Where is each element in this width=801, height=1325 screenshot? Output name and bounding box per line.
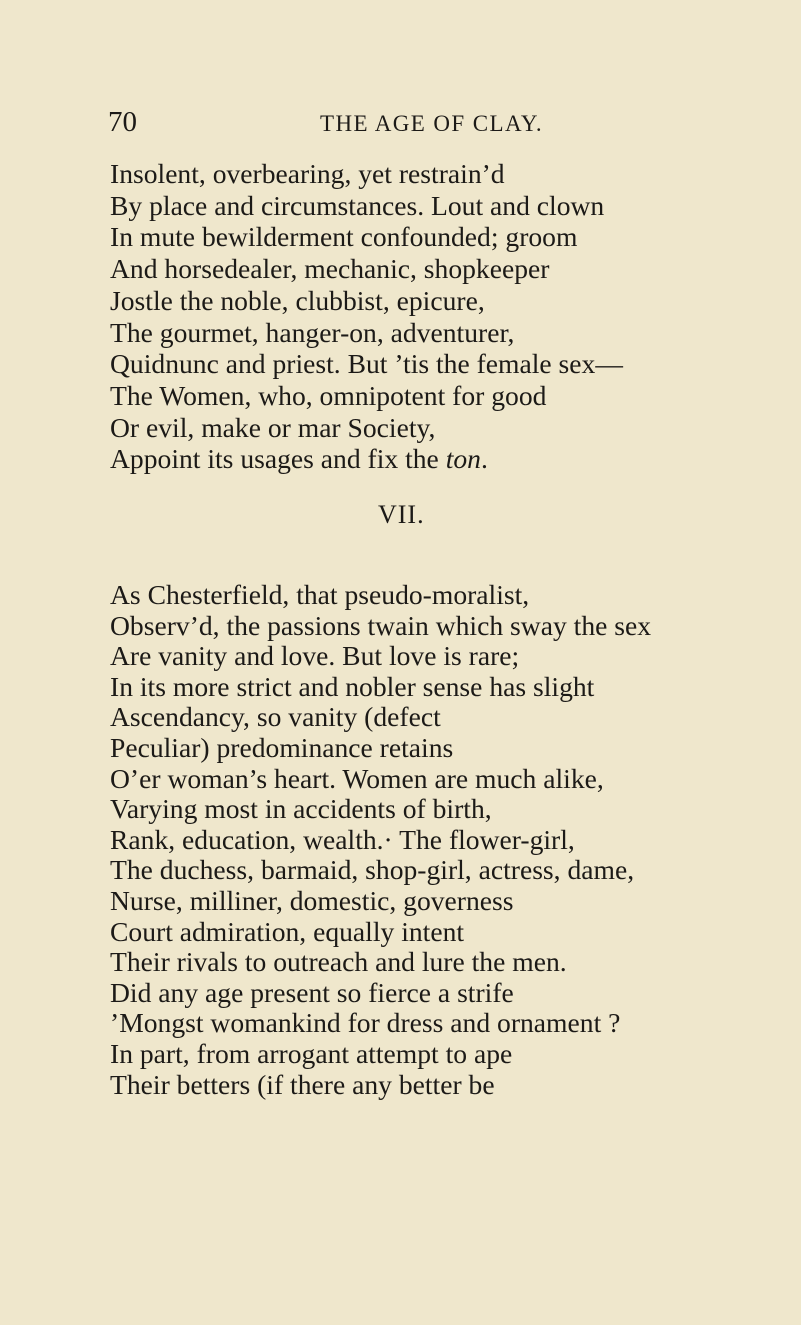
verse-line: The duchess, barmaid, shop-girl, actress, dame, bbox=[110, 854, 635, 886]
verse-line: Did any age present so fierce a strife bbox=[110, 976, 514, 1008]
verse-line: Jostle the noble, clubbist, epicure, bbox=[110, 284, 485, 316]
verse-line: Or evil, make or mar Society, bbox=[110, 411, 436, 443]
verse-line: Ascendancy, so vanity (defect bbox=[110, 701, 441, 733]
verse-line: Quidnunc and priest. But ’tis the female sex— bbox=[110, 348, 623, 380]
running-title: THE AGE OF CLAY. bbox=[320, 111, 544, 136]
verse-line-last bbox=[110, 443, 623, 475]
verse-line: And horsedealer, mechanic, shopkeeper bbox=[110, 253, 550, 285]
verse-line: Insolent, overbearing, yet restrain’d bbox=[110, 158, 505, 189]
verse-punctuation: . bbox=[480, 443, 488, 475]
verse-line: O’er woman’s heart. Women are much alike, bbox=[110, 762, 604, 794]
italic-word: ton bbox=[445, 443, 481, 475]
verse-line: Nurse, milliner, domestic, governess bbox=[110, 884, 514, 916]
verse-line: Are vanity and love. But love is rare; bbox=[110, 640, 520, 672]
verse-line: By place and circumstances. Lout and clown bbox=[110, 189, 605, 221]
verse-text: Appoint its usages and fix the bbox=[110, 443, 446, 475]
verse-line: ’Mongst womankind for dress and ornament ? bbox=[110, 1007, 621, 1039]
verse-line: Observ’d, the passions twain which sway the sex bbox=[110, 609, 652, 641]
verse-line: In mute bewilderment confounded; groom bbox=[110, 221, 578, 253]
verse-line: Peculiar) predominance retains bbox=[110, 731, 454, 763]
verse-line: The Women, who, omnipotent for good bbox=[110, 379, 547, 411]
page-header bbox=[108, 104, 798, 140]
verse-line: Their betters (if there any better be bbox=[110, 1068, 495, 1100]
page-number: 70 bbox=[108, 106, 137, 138]
verse-line: In its more strict and nobler sense has slight bbox=[110, 670, 595, 702]
section-number: VII. bbox=[378, 500, 425, 529]
stanza-1 bbox=[110, 158, 623, 475]
verse-line: Court admiration, equally intent bbox=[110, 915, 465, 947]
verse-line: The gourmet, hanger-on, adventurer, bbox=[110, 316, 515, 348]
verse-line: As Chesterfield, that pseudo-moralist, bbox=[110, 579, 530, 610]
verse-line: In part, from arrogant attempt to ape bbox=[110, 1037, 513, 1069]
verse-line: Their rivals to outreach and lure the men. bbox=[110, 946, 567, 978]
stanza-2 bbox=[110, 580, 651, 1100]
verse-line: Rank, education, wealth.· The flower-girl, bbox=[110, 823, 575, 855]
verse-line: Varying most in accidents of birth, bbox=[110, 793, 492, 825]
